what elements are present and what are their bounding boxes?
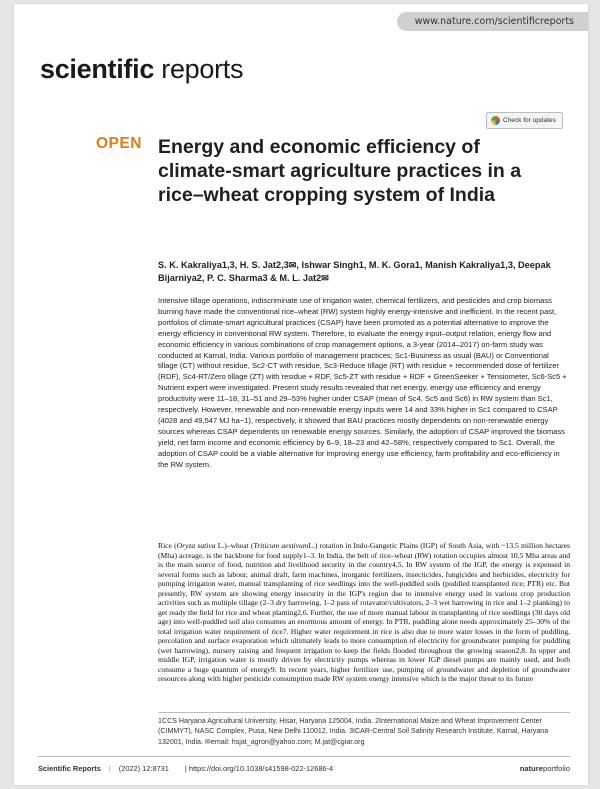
- page-footer: [38, 764, 570, 773]
- publisher-light: portfolio: [542, 764, 570, 773]
- body-paragraph: [158, 541, 570, 684]
- author-list: S. K. Kakraliya1,3, H. S. Jat2,3✉, Ishwar Singh1, M. K. Gora1, Manish Kakraliya1,3, Deepak Bijarniya2, P. C. Sharma3 & M. L. Jat2✉: [158, 260, 551, 283]
- article-title: Energy and economic efficiency of climate-smart agriculture practices in a rice–wheat cropping system of India: [158, 136, 522, 206]
- body-text-part: Rice (: [158, 541, 177, 550]
- publisher-bold: nature: [519, 764, 543, 773]
- species-name: Oryza sativa: [176, 541, 216, 550]
- journal-url[interactable]: www.nature.com/scientificreports: [397, 12, 588, 31]
- affiliations: 1CCS Haryana Agricultural University, Hisar, Haryana 125004, India. 2International Maize and Wheat Improvement Center (CIMMYT), NASC Complex, Pusa, New Delhi 110012, India. 3ICAR-Central Soil Salinity Research Institute, Karnal, Haryana 132001, India. ✉email: hsjat_agron@yahoo.com; M.jat@cgiar.org: [158, 717, 549, 746]
- open-access-label: OPEN: [96, 135, 142, 152]
- footer-journal: Scientific Reports: [38, 764, 101, 773]
- footer-separator: |: [108, 764, 111, 773]
- footer-doi-link[interactable]: | https://doi.org/10.1038/s41598-022-12686-4: [184, 764, 334, 773]
- footer-volume: (2022) 12:8731: [118, 764, 169, 773]
- body-text-part: L.) rotation in Indo-Gangetic Plains (IGP) of South Asia, with ~13.5 million hectares (Mha) acreage, is the backbone for food supply1–3. In India, the belt of rice–wheat (RW) rotation occupies almost 10.5 Mha areas and is the main source of food, nutrition and livelihood security in the country4,5. In RW system of the IGP, the energy is expensed in several forms such as labour, animal draft, farm machines, inorganic fertilizers, insecticides, fungicides and herbicides, electricity for pumping irrigation water, manual transplanting of rice seedlings into the well-puddled soils (puddled transplanted rice; PTR) etc. But presently, RW system are showing energy insecurity in the IGP's region due to intensive energy used in various crop production activities such as multiple tillage (2–3 dry harrowing, 1–2 pass of rotavator/cultivators, 2–3 wet harrowing in rice and 1–2 planking) to get ready the field for rice and wheat planting2,6. Further, the use of more manual labour in transplanting of rice seedlings (30 days old age) into well-puddled soil also consumes an enormous amount of energy. In PTR, puddling alone needs approximately 25–30% of the total irrigation water requirement of rice7. Higher water requirement in rice is also due to more water losses in the form of puddling, percolation and surface evaporation which ultimately leads to more consumption of electricity for groundwater pumping for puddling (wet harrowing), nursery raising and frequent irrigation to keep the fields flooded throughout the growing season2,8. In upper and middle IGP, irrigation water is mostly driven by electricity pumps whereas in lower IGP diesel pumps are mainly used, and both consume a huge quantum of energy9. In recent years, higher fertilizer use, pumping of groundwater and depletion of groundwater resources along with higher pesticide consumption made RW system energy intensive which is the major threat to its future: [158, 541, 570, 683]
- journal-logo[interactable]: [40, 54, 243, 85]
- body-text-part: L.)–wheat (: [215, 541, 254, 550]
- divider: [38, 756, 570, 757]
- check-updates-icon: [491, 116, 500, 125]
- journal-logo-light: reports: [154, 54, 244, 84]
- journal-logo-bold: scientific: [40, 54, 155, 84]
- publisher-logo: [520, 764, 570, 773]
- abstract: Intensive tillage operations, indiscriminate use of irrigation water, chemical fertilizers, and pesticides and crop biomass burning have made the conventional rice–wheat (RW) system highly energy-intensive and inefficient. In the recent past, portfolios of climate-smart agricultural practices (CSAP) have been promoted as a potential alternative to improve the energy efficiency in conventional RW system. Therefore, to evaluate the energy input–output relation, energy flow and economic efficiency in various combinations of crop management options, a 3-year (2014–2017) on-farm study was conducted at Karnal, India. Various portfolio of management practices; Sc1-Business as usual (BAU) or Conventional tillage (CT) without residue, Sc2-CT with residue, Sc3-Reduce tillage (RT) with residue + recommended dose of fertilizer (RDF), Sc4-RT/Zero tillage (ZT) with residue + RDF, Sc5-ZT with residue + RDF + GreenSeeker + Tensiometer, Sc6-Sc5 + Nutrient expert were investigated. Present study results revealed that net energy, energy use efficiency and energy productivity were 11–18, 31–51 and 29–53% higher under CSAP (mean of Sc4, Sc5 and Sc6) in RW system than Sc1, respectively. However, renewable and non-renewable energy inputs were 14 and 33% higher in Sc1 compared to CSAP (4028 and 49,547 MJ ha−1), respectively, it showed that BAU practices mostly dependents on non-renewable energy sources whereas CSAP dependents on renewable energy sources. Similarly, the adoption of CSAP improved the biomass yield, net farm income and economic efficiency by 6–9, 18–23 and 42–58%, respectively compared to Sc1. Overall, the adoption of CSAP could be a viable alternative for improving energy use efficiency, farm profitability and eco-efficiency in the RW system.: [158, 296, 567, 469]
- check-for-updates-button[interactable]: [486, 112, 563, 129]
- article-page: [14, 4, 588, 785]
- check-updates-label: Check for updates: [503, 117, 556, 124]
- species-name: Triticum aestivum: [253, 541, 309, 550]
- divider: [158, 712, 570, 713]
